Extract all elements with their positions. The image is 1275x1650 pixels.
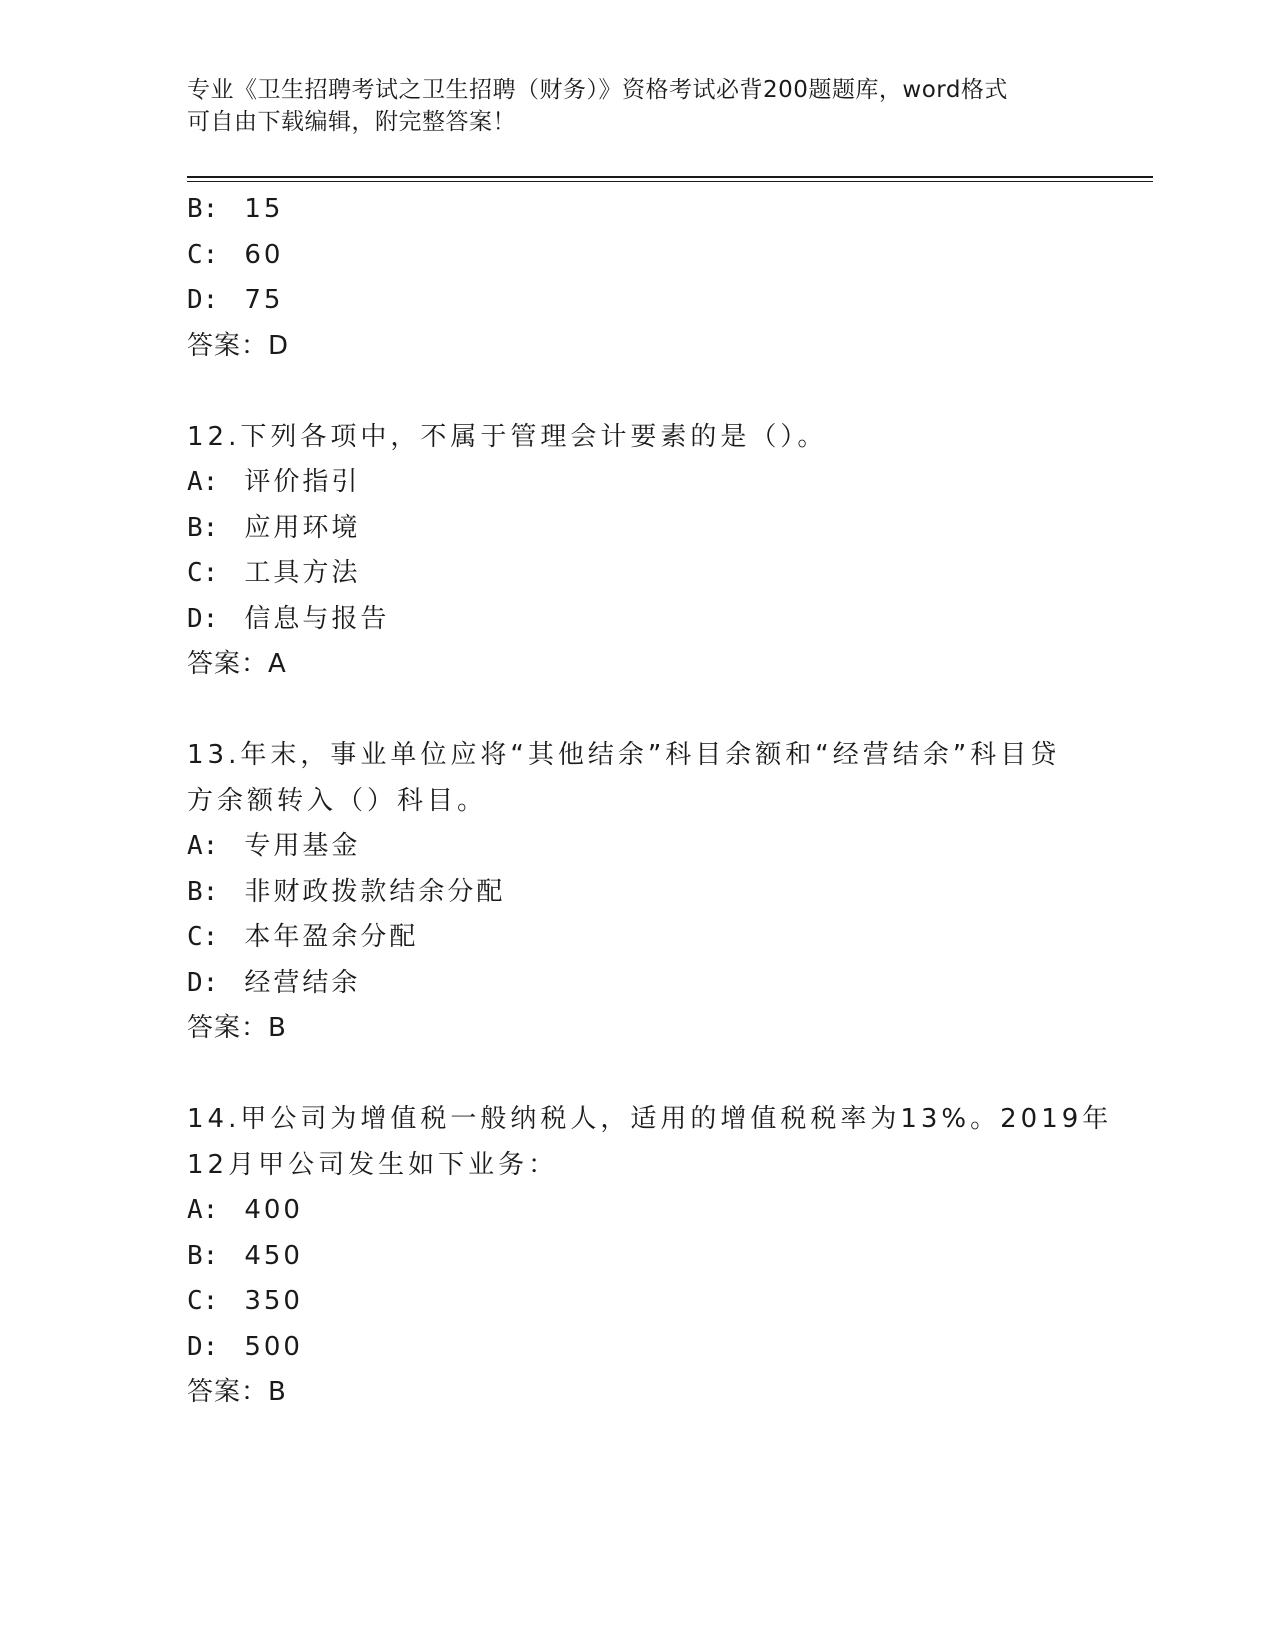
option-row (187, 824, 1087, 870)
option-letter: A: (187, 467, 219, 497)
question-stem: 12.下列各项中，不属于管理会计要素的是（）。 (187, 421, 828, 452)
option-text: 非财政拨款结余分配 (244, 876, 506, 907)
option-row (187, 278, 1087, 324)
option-text: 专用基金 (244, 831, 361, 861)
option-text: 评价指引 (244, 467, 361, 497)
option-letter: D: (187, 1331, 219, 1362)
option-row (187, 460, 1087, 506)
option-row (187, 915, 1087, 961)
option-letter: D: (187, 603, 219, 634)
question-stem-line-1: 14.甲公司为增值税一般纳税人，适用的增值税税率为13%。2019年 (187, 1104, 1113, 1134)
page-header (187, 74, 1067, 138)
answer-line: 答案：A (187, 649, 287, 679)
option-row (187, 961, 1087, 1007)
option-row (187, 551, 1087, 597)
option-letter: C: (187, 1286, 219, 1316)
option-row (187, 1325, 1087, 1371)
question-stem-line-2: 12月甲公司发生如下业务： (187, 1149, 559, 1180)
option-row (187, 1279, 1087, 1325)
answer-line: 答案：B (187, 1013, 287, 1043)
option-text: 75 (244, 285, 284, 315)
option-text: 500 (244, 1331, 303, 1362)
option-text: 350 (244, 1286, 303, 1316)
option-text: 经营结余 (244, 967, 361, 998)
option-letter: D: (187, 967, 219, 998)
option-letter: C: (187, 558, 219, 588)
header-line-2: 可自由下载编辑，附完整答案！ (187, 109, 516, 135)
option-letter: A: (187, 831, 219, 861)
option-letter: A: (187, 1195, 219, 1225)
question-14 (187, 1097, 1113, 1416)
option-row (187, 1234, 1087, 1280)
option-row (187, 597, 1087, 643)
question-stem-line-2: 方余额转入（）科目。 (187, 785, 488, 816)
option-letter: B: (187, 512, 219, 543)
question-13 (187, 733, 1087, 1052)
option-text: 450 (244, 1240, 303, 1271)
option-text: 60 (244, 239, 284, 270)
option-text: 工具方法 (244, 558, 361, 588)
header-divider-thin (187, 181, 1153, 182)
option-row (187, 1188, 1087, 1234)
option-letter: B: (187, 194, 219, 224)
question-list (187, 187, 1113, 1416)
option-row (187, 506, 1087, 552)
option-text: 应用环境 (244, 512, 361, 543)
question-stem-line-1: 13.年末，事业单位应将“其他结余”科目余额和“经营结余”科目贷 (187, 740, 1061, 770)
answer-line: 答案：D (187, 330, 290, 361)
option-row (187, 187, 1087, 233)
option-text: 15 (244, 194, 284, 224)
option-letter: B: (187, 1240, 219, 1271)
header-divider-thick (187, 176, 1153, 178)
option-text: 本年盈余分配 (244, 922, 419, 952)
option-letter: B: (187, 876, 219, 907)
option-text: 信息与报告 (244, 603, 390, 634)
option-letter: D: (187, 285, 219, 315)
option-text: 400 (244, 1195, 303, 1225)
answer-line: 答案：B (187, 1377, 287, 1407)
header-line-1: 专业《卫生招聘考试之卫生招聘（财务）》资格考试必背200题题库，word格式 (187, 77, 1008, 103)
option-letter: C: (187, 922, 219, 952)
question-12 (187, 415, 1087, 688)
option-letter: C: (187, 239, 219, 270)
question-11-continuation (187, 187, 1087, 369)
option-row (187, 233, 1087, 279)
option-row (187, 870, 1087, 916)
